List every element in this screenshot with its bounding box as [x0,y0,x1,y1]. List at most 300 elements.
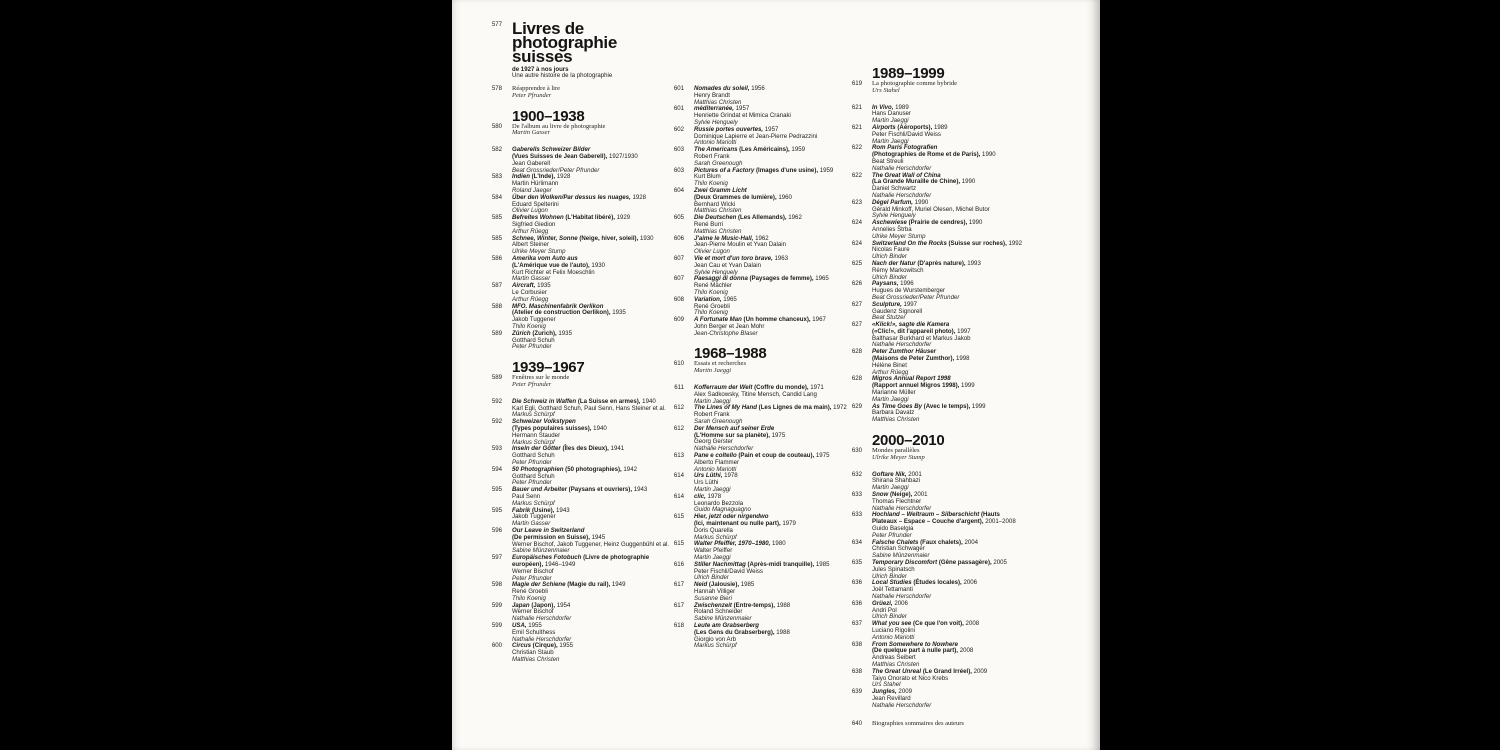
entry-page-number: 599 [491,601,502,609]
book-title-line: suisses [512,47,573,66]
entry-author-name: Guido Baselgia [872,525,914,533]
entry-title-segment: 1935 [535,282,551,290]
entry-title-segment: Inseln der Götter [512,445,563,453]
entry-page-number: 592 [491,397,502,405]
toc-entry [851,538,1098,560]
entry-title-segment: (Les Américains), [739,146,790,154]
entry-title-segment: 1978 [705,492,722,500]
entry-author-name: Jules Spinatsch [872,565,915,573]
entry-title-segment: (Pain et coup de couteau), [738,452,815,460]
entry-title-segment: 2001 [906,470,922,478]
entry-title-segment: 1941 [608,445,625,453]
entry-title-segment: Vie et mort d'un toro brave, [694,254,773,262]
entry-title-segment: Schnee, Winter, Sonne [512,234,580,242]
entry-title-segment: (L'Habitat libéré), [565,214,615,222]
entry-title-segment: (Vues Suisses de Jean Gaberell), [512,153,608,161]
entry-author-name: Jean-Pierre Moulin et Yvan Dalain [694,241,787,249]
entry-essayist-name: Ulrich Binder [872,253,907,261]
entry-essayist-name: Thilo Koenig [694,180,728,188]
entry-page-number: 632 [851,470,862,478]
entry-title-segment: Zürich [512,329,533,337]
entry-essayist-name: Beat Grossrieder/Peter Pfrunder [872,293,960,301]
entry-author-name: Kurt Blum [694,173,721,181]
page-number: 577 [491,21,502,28]
toc-entry [851,511,1098,539]
entry-title-segment: (De quelque part à nulle part), [872,647,958,655]
toc-entry [851,348,1098,376]
masthead [491,19,694,80]
book-page [452,0,1100,750]
entry-essayist-name: Martin Gasser [512,275,551,283]
entry-page-number: 624 [851,219,862,227]
entry-author-name: Peter Fischli/David Weiss [694,567,763,575]
toc-entry [851,402,1098,424]
section-heading-label: 1989–1999 [872,65,945,82]
intro-essay-title: Essais et recherches [694,360,746,368]
entry-page-number: 592 [491,418,502,426]
entry-title-segment: 1940 [591,424,607,432]
entry-title-segment: 1990 [980,151,996,159]
entry-title-segment: (Un homme chanceux), [743,316,811,324]
entry-title-segment: Zwei Gramm Licht [694,186,747,194]
entry-title-segment: méditerranée, [694,105,734,113]
entry-author-name: Jakob Tuggener [512,316,556,324]
entry-author-name: Joël Tettamanti [872,586,913,594]
entry-page-number: 627 [851,321,862,329]
entry-title-segment: Magie der Schiene [512,581,568,589]
entry-title-segment: Befreites Wohnen [512,214,566,222]
entry-title-segment: 2008 [963,620,980,628]
entry-page-number: 628 [851,348,862,356]
entry-essayist-name: Sylvie Henguely [694,268,738,276]
entry-title-segment: Falsche Chalets [872,538,921,546]
column-3 [851,0,1098,727]
entry-title-segment: Kofferraum der Welt [694,384,755,392]
entry-page-number: 598 [491,581,502,589]
entry-title-segment: Sculpture, [872,300,902,308]
entry-title-segment: Russie portes ouvertes, [694,125,764,133]
entry-title-segment: Pane e coltello [694,452,739,460]
intro-essayist-name: Peter Pfrunder [512,380,552,388]
entry-page-number: 618 [673,621,684,629]
entry-author-name: Martin Hürlimann [512,180,559,188]
entry-title-segment: (Les Lignes de ma main), [758,404,832,412]
entry-page-number: 614 [673,472,684,480]
entry-title-segment: J'aime le Music-Hall, [694,234,754,242]
entry-title-segment: 1940 [640,397,656,405]
entry-title-segment: (Usine), [531,506,555,514]
entry-title-segment: As Time Goes By [872,402,924,410]
entry-author-name: Giorgio von Arb [694,635,737,643]
entry-page-number: 635 [851,559,862,566]
entry-title-segment: Walter Pfeiffer, 1970–1980, [694,540,771,548]
entry-author-name: Balthasar Burkhard et Markus Jakob [872,334,971,342]
entry-title-segment: The Great Wall of China [872,171,941,179]
intro-essay-title: Réapprendre à lire [512,85,561,93]
toc-intro-item [851,80,1098,95]
entry-author-name: Rémy Markowitsch [872,266,924,274]
entry-page-number: 595 [491,486,502,494]
entry-essayist-name: Nathalie Herschdorfer [872,701,932,709]
entry-essayist-name: Roland Jaeger [512,187,552,195]
entry-page-number: 616 [673,560,684,568]
entry-author-name: Gérald Minkoff, Muriel Olesen, Michel Butor [872,205,990,213]
entry-essayist-name: Peter Pfrunder [512,343,552,351]
entry-page-number: 603 [673,166,684,174]
entry-page-number: 637 [851,620,862,628]
entry-title-segment: (Ici, maintenant ou nulle part), [694,520,781,528]
toc-entry [851,171,1098,200]
entry-page-number: 599 [491,622,502,630]
entry-page-number: 600 [491,642,502,650]
entry-author-name: Nicolas Faure [872,246,910,254]
entry-title-segment: Der Mensch auf seiner Erde [694,424,775,432]
entry-page-number: 602 [673,125,684,133]
entry-page-number: 639 [851,688,862,696]
entry-page-number: 621 [851,123,862,131]
entry-title-segment: 1989 [932,123,948,131]
entry-title-segment: («Clic!», dit l'appareil photo), [872,327,956,335]
entry-title-segment: (L'Amérique vue de l'auto), [512,261,590,269]
entry-author-name: Doris Quarella [694,526,733,534]
entry-author-name: Roland Schneider [694,608,743,616]
entry-title-segment: 1955 [557,642,573,650]
entry-title-segment: 1989 [893,103,909,111]
entry-author-name: Karl Egli, Gotthard Schuh, Paul Senn, Hans Steiner et al. [512,404,666,412]
entry-page-number: 638 [851,640,862,648]
entry-title-segment: Paysans, [872,280,899,288]
entry-page-number: 604 [673,186,684,194]
entry-page-number: 587 [491,282,502,290]
entry-title-segment: (Neige), [889,491,913,499]
entry-essayist-name: Matthias Christen [694,227,742,235]
entry-essayist-name: Martin Gasser [512,520,551,528]
entry-author-name: Jean Cau et Yvan Dalain [694,261,761,269]
entry-title-segment: (Les Allemands), [738,214,787,222]
entry-page-number: 628 [851,375,862,383]
entry-title-segment: 1962 [786,214,802,222]
toc-entry [851,280,1098,301]
entry-author-name: Eduard Spelterini [512,200,559,208]
entry-title-segment: (Coffre du monde), [754,384,809,392]
entry-essayist-name: Nathalie Herschdorfer [512,615,572,623]
entry-page-number: 630 [851,447,862,455]
entry-author-name: Andreas Seibert [872,654,916,662]
entry-essayist-name: Martin Jaeggi [872,137,909,145]
entry-title-segment: 1998 [954,355,970,363]
entry-author-name: Gotthard Schuh [512,472,555,480]
entry-essayist-name: Sarah Greenough [694,159,743,167]
entry-essayist-name: Ulrich Binder [872,572,907,580]
entry-essayist-name: Jean-Christophe Blaser [694,329,758,337]
entry-author-name: Alex Sadkowsky, Titine Mensch, Candid Lang [694,390,817,398]
entry-title-segment: USA, [512,622,527,630]
entry-title-segment: 1972 [831,404,847,412]
entry-essayist-name: Martin Jaeggi [872,395,909,403]
entry-title-segment: Europäisches Fotobuch [512,554,584,562]
book-subtitle: Une autre histoire de la photographie [512,72,613,80]
entry-essayist-name: Ulrich Binder [872,273,907,281]
entry-title-segment: (Les Gens du Grabserberg), [694,628,775,636]
entry-page-number: 605 [673,214,684,222]
entry-title-segment: (Gêne passagère), [938,559,992,566]
entry-title-segment: Pictures of a Factory [694,166,756,174]
entry-author-name: Daniel Schwartz [872,185,917,193]
entry-author-name: Hermann Stauder [512,431,561,439]
entry-essayist-name: Matthias Christen [694,207,742,215]
entry-essayist-name: Antonio Mariotti [872,633,915,641]
entry-page-number: 622 [851,144,862,152]
entry-title-segment: 1935 [610,309,626,317]
intro-essay-title: La photographie comme hybride [872,80,958,87]
entry-essayist-name: Martin Jaeggi [694,554,731,561]
entry-title-segment: (La Grande Muraille de Chine), [872,178,961,186]
entry-title-segment: Bauer und Arbeiter [512,486,569,494]
entry-title-segment: (Magie du rail), [567,581,611,589]
entry-title-segment: 1975 [769,431,786,439]
entry-title-segment: 1990 [960,178,976,186]
entry-author-name: René Burri [694,220,724,228]
entry-title-segment: Circus [512,642,533,650]
entry-author-name: Marianne Müller [872,389,916,397]
entry-page-number: 613 [673,452,684,460]
entry-essayist-name: Martin Jaeggi [694,397,731,405]
entry-title-segment: Hochland – Weltraum – Silberschicht [872,511,981,519]
entry-page-number: 640 [851,719,862,727]
entry-title-segment: 1978 [722,472,738,480]
entry-page-number: 601 [673,85,684,92]
entry-author-name: Gotthard Schuh [512,452,555,460]
entry-title-segment: 1928 [630,193,647,201]
entry-page-number: 617 [673,601,684,609]
entry-essayist-name: Matthias Christen [512,656,560,664]
toc-note-label: Biographies sommaires des auteurs [872,719,964,727]
toc-entry [491,193,694,215]
entry-page-number: 610 [673,360,684,368]
entry-essayist-name: Sarah Greenough [694,418,743,426]
entry-title-segment: MFO. Maschinenfabrik Oerlikon [512,302,604,310]
entry-title-segment: (Japon), [531,601,556,609]
entry-page-number: 625 [851,259,862,267]
section-heading [872,432,1098,450]
entry-title-segment: Aschewiese [872,219,909,227]
entry-title-segment: Dégel Parfum, [872,198,913,206]
entry-title-segment: Urs Lüthi, [694,472,723,480]
toc-entry [851,688,1098,709]
entry-author-name: Alberto Flammer [694,458,740,466]
toc-entry [851,491,1098,512]
section-heading-label: 2000–2010 [872,432,945,450]
entry-title-segment: 1975 [814,452,830,460]
entry-title-segment: 1963 [772,254,789,262]
entry-title-segment: Plateaux – Espace – Couche d'argent), [872,518,984,526]
entry-author-name: Peter Fischli/David Weiss [872,130,941,138]
entry-author-name: Jakob Tuggener [512,513,556,521]
entry-title-segment: (Images d'une usine), [755,166,819,174]
entry-title-segment: 1959 [789,146,805,154]
entry-page-number: 638 [851,667,862,675]
toc-entry [673,85,876,106]
entry-author-name: René Groebli [512,588,548,596]
entry-page-number: 582 [491,146,502,154]
entry-page-number: 636 [851,579,862,587]
entry-title-segment: (Études locales), [913,579,962,587]
entry-title-segment: (Entre-temps), [733,601,775,609]
entry-title-segment: 1960 [776,193,792,201]
entry-author-name: Robert Frank [694,411,730,419]
entry-title-segment: From Somewhere to Nowhere [872,640,959,648]
entry-title-segment: 1959 [818,166,834,174]
entry-title-segment: Die Schweiz in Waffen [512,397,578,405]
entry-title-segment: 1967 [810,316,826,324]
entry-page-number: 589 [491,374,502,382]
entry-author-name: Leonardo Bezzola [694,499,744,507]
entry-title-segment: 1945 [589,533,606,541]
entry-page-number: 623 [851,198,862,206]
entry-title-segment: 2006 [892,599,908,607]
entry-title-segment: 1929 [614,214,631,222]
toc-entry [851,144,1098,172]
entry-essayist-name: Martin Jaeggi [872,117,909,125]
entry-title-segment: 1979 [780,520,796,528]
entry-essayist-name: Antonio Mariotti [694,139,737,147]
toc-entry [851,123,1098,145]
entry-page-number: 624 [851,239,862,247]
section-heading-label: 1939–1967 [512,359,585,377]
entry-title-segment: 1927/1930 [607,153,638,161]
entry-page-number: 622 [851,171,862,179]
entry-title-segment: Amerika vom Auto aus [512,255,578,263]
entry-title-segment: 1990 [912,198,929,206]
entry-page-number: 615 [673,540,684,548]
entry-title-segment: 1965 [721,295,737,303]
entry-title-segment: 2001–2008 [983,518,1016,526]
entry-title-segment: 1985 [739,581,755,589]
entry-title-segment: 1954 [555,601,571,609]
entry-essayist-name: Thilo Koenig [512,323,546,330]
intro-essayist-name: Martin Jaeggi [694,367,732,375]
entry-page-number: 636 [851,599,862,607]
entry-title-segment: (Photographies de Rome et de Paris), [872,151,981,159]
entry-title-segment: A Fortunate Man [694,316,744,324]
entry-essayist-name: Nathalie Herschdorfer [872,164,932,172]
entry-title-segment: Die Deutschen [694,214,739,222]
entry-title-segment: (Atelier de construction Oerlikon), [512,309,611,317]
entry-title-segment: Rom Paris Fotografien [872,144,938,152]
entry-essayist-name: Nathalie Herschdorfer [512,635,572,643]
entry-title-segment: 1990 [967,219,983,227]
toc-entry [851,239,1098,261]
entry-title-segment: 2006 [961,579,977,587]
entry-title-segment: (L'Inde), [531,173,556,181]
entry-title-segment: 1955 [526,622,542,630]
entry-author-name: Henriette Grindat et Mimica Cranaki [694,112,791,120]
entry-title-segment: 1930 [638,234,654,242]
toc-entry [851,219,1098,240]
entry-author-name: Werner Bischof [512,567,554,575]
toc-entry [491,554,694,582]
entry-page-number: 585 [491,214,502,222]
entry-author-name: René Groebli [694,302,730,310]
entry-title-segment: 1965 [813,275,829,283]
entry-essayist-name: Peter Pfrunder [512,479,552,487]
toc-entry [674,384,876,405]
entry-page-number: 585 [491,234,502,242]
entry-author-name: Barbara Davatz [872,409,915,417]
entry-title-segment: (D'après nature), [917,259,966,267]
entry-title-segment: Hier, jetzt oder nirgendwo [694,513,769,521]
entry-title-segment: 1930 [589,261,605,269]
entry-author-name: Christian Staub [512,649,554,657]
entry-title-segment: (Zurich), [532,329,557,337]
entry-title-segment: Schweizer Volkstypen [512,418,576,426]
entry-essayist-name: Arthur Rüegg [512,227,549,235]
intro-essay-title: Fenêtres sur le monde [512,374,570,382]
book-title [512,19,694,66]
entry-title-segment: (La Suisse en armes), [577,397,641,405]
entry-title-segment: In Vivo, [872,103,894,111]
entry-page-number: 584 [491,193,502,201]
entry-title-segment: Grüezi, [872,599,893,607]
entry-essayist-name: Sylvie Henguely [694,118,738,126]
entry-essayist-name: Nathalie Herschdorfer [872,592,932,600]
entry-essayist-name: Nathalie Herschdorfer [694,445,754,453]
entry-author-name: Luciano Rigolini [872,626,916,634]
entry-page-number: 607 [673,275,684,283]
entry-title-segment: (Livre de photographie [583,554,650,562]
entry-author-name: Andri Pol [872,606,897,614]
entry-essayist-name: Peter Pfrunder [512,458,552,466]
entry-title-segment: Jungles, [872,688,897,696]
entry-essayist-name: Markus Schürpf [694,533,737,541]
entry-title-segment: (Rapport annuel Migros 1998), [872,382,960,390]
entry-title-segment: 1997 [955,327,971,335]
entry-page-number: 633 [851,511,862,519]
toc-entry [851,599,1098,621]
entry-title-segment: (Types populaires suisses), [512,424,592,432]
entry-author-name: Jean Revillard [872,694,911,702]
entry-title-segment: (De permission en Suisse), [512,533,590,541]
entry-title-segment: Leute am Grabserberg [694,621,760,629]
entry-essayist-name: Nathalie Herschdorfer [872,504,932,512]
entry-title-segment: 1985 [814,560,830,568]
entry-title-segment: Switzerland On the Rocks [872,239,949,247]
intro-essay-title: Mondes parallèles [872,447,920,455]
entry-title-segment: 1946–1949 [543,560,576,568]
section-heading [872,67,1098,80]
toc-intro-item [851,447,1098,462]
entry-page-number: 629 [851,402,862,410]
entry-title-segment: 1997 [901,300,918,308]
entry-title-segment: 2009 [896,688,912,696]
toc-entry [851,198,1098,220]
entry-title-segment: Goftare Nik, [872,470,907,478]
entry-page-number: 619 [851,80,862,87]
entry-essayist-name: Matthias Christen [872,416,920,424]
entry-page-number: 606 [673,234,684,242]
entry-page-number: 601 [673,105,684,113]
entry-author-name: Albert Steiner [512,241,549,249]
entry-page-number: 615 [673,513,684,521]
entry-page-number: 596 [491,526,502,534]
entry-page-number: 611 [674,384,684,392]
entry-essayist-name: Thilo Koenig [694,309,728,317]
entry-page-number: 583 [491,173,502,181]
entry-author-name: Hélène Binet [872,361,907,369]
entry-title-segment: 1942 [621,465,637,473]
entry-author-name: Emil Schulthess [512,628,556,636]
entry-title-segment: (Paysages de femme), [749,275,814,283]
